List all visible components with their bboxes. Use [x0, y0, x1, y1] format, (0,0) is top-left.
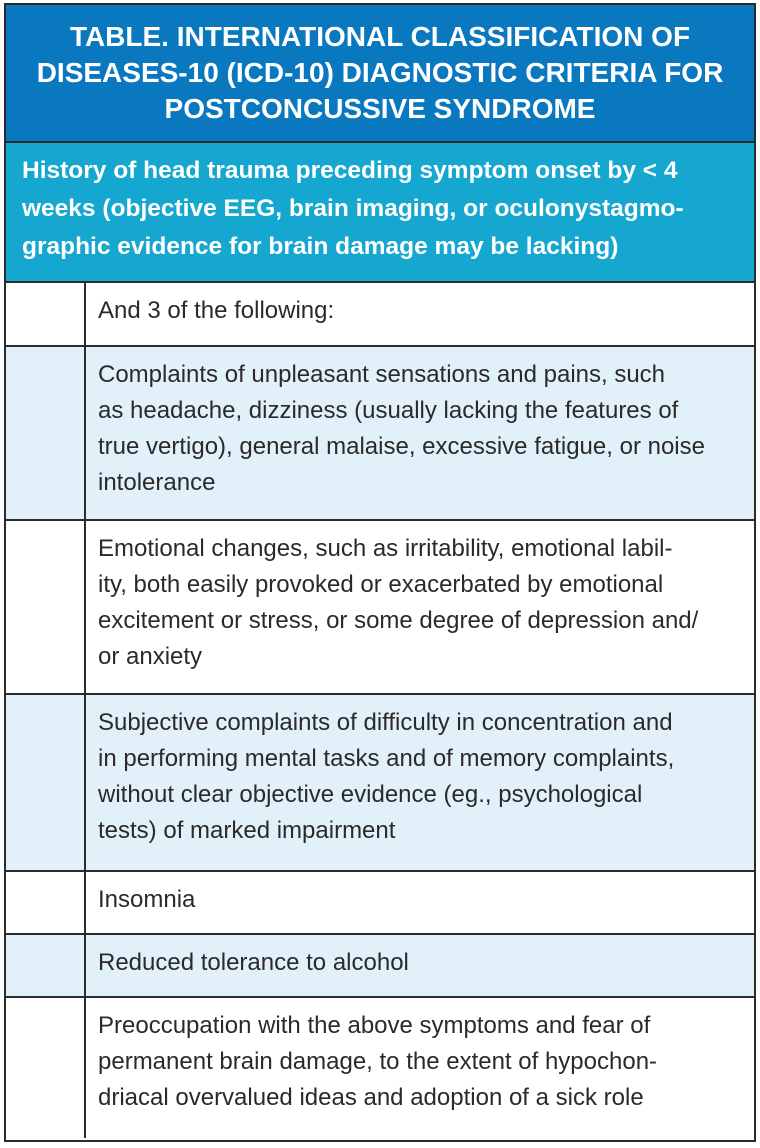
table-row [6, 998, 754, 1138]
row-indent-cell [6, 935, 86, 996]
criterion-text: Complaints of unpleasant sensations and pains, such as headache, dizziness (usually lacking the features of true vertigo), general malaise, excessive fatigue, or noise intolerance [98, 361, 705, 496]
table-subtitle-header [6, 143, 754, 283]
criterion-text: Reduced tolerance to alcohol [98, 949, 409, 976]
table-row [6, 695, 754, 872]
row-indent-cell [6, 283, 86, 345]
row-indent-cell [6, 998, 86, 1138]
table-row [6, 283, 754, 347]
criterion-text: Subjective complaints of difficulty in concentration and in performing mental tasks and of memory complaints, without clear objective evidence (eg., psychological tests) of marked impairment [98, 709, 675, 844]
table-row [6, 521, 754, 695]
criterion-text: Emotional changes, such as irritability, emotional labil- ity, both easily provoked or exacerbated by emotional excitement or stress, or some degree of depression and/ or anxiety [98, 535, 699, 670]
table-title-header [6, 5, 754, 143]
criterion-text: Preoccupation with the above symptoms and fear of permanent brain damage, to the extent of hypochon- driacal overvalued ideas and adoption of a sick role [98, 1012, 658, 1111]
criterion-text: Insomnia [98, 886, 196, 913]
table-subtitle: History of head trauma preceding symptom onset by < 4 weeks (objective EEG, brain imaging, or oculonystagmo- graphic evidence for brain damage may be lacking) [22, 157, 684, 260]
row-indent-cell [6, 521, 86, 693]
criterion-text: And 3 of the following: [98, 297, 335, 324]
row-indent-cell [6, 695, 86, 870]
table-row [6, 935, 754, 998]
table-title: TABLE. INTERNATIONAL CLASSIFICATION OF DISEASES-10 (ICD-10) DIAGNOSTIC CRITERIA FOR POSTCONCUSSIVE SYNDROME [36, 21, 724, 124]
row-indent-cell [6, 872, 86, 933]
row-indent-cell [6, 347, 86, 519]
criteria-table [4, 3, 756, 1142]
table-row [6, 872, 754, 935]
table-row [6, 347, 754, 521]
